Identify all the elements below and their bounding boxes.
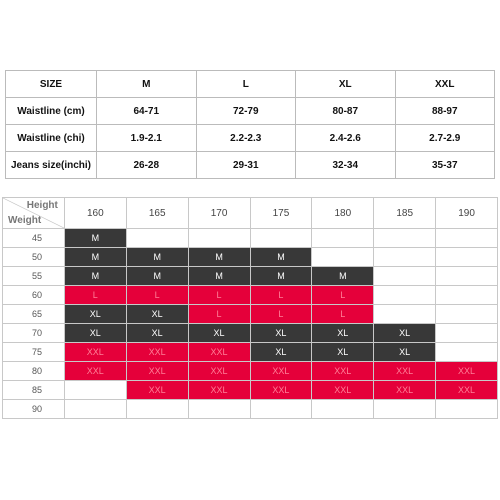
size-cell-xl: XL (374, 324, 436, 343)
empty-cell (312, 229, 374, 248)
size-header-cell: L (196, 71, 296, 98)
height-weight-chart (2, 197, 498, 419)
empty-cell (188, 400, 250, 419)
height-header-cell: 170 (188, 198, 250, 229)
size-value-cell: 35-37 (395, 152, 495, 179)
empty-cell (250, 229, 312, 248)
empty-cell (126, 400, 188, 419)
height-header-cell: 165 (126, 198, 188, 229)
size-value-cell: 88-97 (395, 98, 495, 125)
size-cell-l: L (188, 305, 250, 324)
size-cell-m: M (188, 248, 250, 267)
empty-cell (312, 400, 374, 419)
size-table-row (6, 152, 495, 179)
empty-cell (188, 229, 250, 248)
size-cell-xxl: XXL (188, 362, 250, 381)
size-value-cell: 29-31 (196, 152, 296, 179)
size-table-header-row (6, 71, 495, 98)
size-cell-l: L (312, 286, 374, 305)
empty-cell (312, 248, 374, 267)
size-cell-m: M (64, 267, 126, 286)
size-cell-l: L (250, 286, 312, 305)
size-value-cell: 2.2-2.3 (196, 125, 296, 152)
size-cell-xxl: XXL (188, 381, 250, 400)
size-cell-xxl: XXL (436, 362, 498, 381)
size-cell-xxl: XXL (374, 381, 436, 400)
weight-label-cell: 70 (3, 324, 65, 343)
size-cell-m: M (64, 248, 126, 267)
size-cell-m: M (126, 248, 188, 267)
size-cell-l: L (126, 286, 188, 305)
empty-cell (436, 248, 498, 267)
weight-label-cell: 55 (3, 267, 65, 286)
size-value-cell: 1.9-2.1 (97, 125, 197, 152)
size-value-cell: 26-28 (97, 152, 197, 179)
weight-label-cell: 80 (3, 362, 65, 381)
height-header-cell: 185 (374, 198, 436, 229)
size-cell-m: M (250, 248, 312, 267)
size-cell-m: M (188, 267, 250, 286)
corner-cell (3, 198, 65, 229)
empty-cell (374, 229, 436, 248)
weight-label-cell: 75 (3, 343, 65, 362)
size-cell-xl: XL (126, 324, 188, 343)
weight-row (3, 400, 498, 419)
diagonal-header (3, 198, 64, 228)
size-cell-xxl: XXL (64, 343, 126, 362)
empty-cell (436, 267, 498, 286)
size-header-label: SIZE (6, 71, 97, 98)
empty-cell (64, 381, 126, 400)
size-cell-l: L (312, 305, 374, 324)
size-header-cell: M (97, 71, 197, 98)
weight-row (3, 229, 498, 248)
size-value-cell: 2.4-2.6 (296, 125, 396, 152)
weight-label-cell: 90 (3, 400, 65, 419)
weight-row (3, 362, 498, 381)
empty-cell (374, 248, 436, 267)
size-row-label: Waistline (chi) (6, 125, 97, 152)
weight-axis-label: Weight (8, 215, 42, 226)
size-cell-xxl: XXL (312, 362, 374, 381)
size-cell-l: L (188, 286, 250, 305)
weight-row (3, 324, 498, 343)
empty-cell (64, 400, 126, 419)
empty-cell (436, 400, 498, 419)
size-row-label: Jeans size(inchi) (6, 152, 97, 179)
size-cell-xl: XL (126, 305, 188, 324)
size-value-cell: 64-71 (97, 98, 197, 125)
size-cell-m: M (250, 267, 312, 286)
weight-row (3, 343, 498, 362)
size-cell-xxl: XXL (374, 362, 436, 381)
size-cell-xl: XL (64, 305, 126, 324)
size-cell-l: L (64, 286, 126, 305)
size-row-label: Waistline (cm) (6, 98, 97, 125)
empty-cell (436, 286, 498, 305)
empty-cell (374, 286, 436, 305)
size-table-row (6, 125, 495, 152)
size-value-cell: 72-79 (196, 98, 296, 125)
height-header-cell: 175 (250, 198, 312, 229)
weight-row (3, 267, 498, 286)
size-cell-xxl: XXL (126, 343, 188, 362)
size-cell-xxl: XXL (250, 362, 312, 381)
height-header-row (3, 198, 498, 229)
size-cell-xxl: XXL (312, 381, 374, 400)
empty-cell (436, 229, 498, 248)
empty-cell (436, 324, 498, 343)
empty-cell (436, 305, 498, 324)
size-cell-xl: XL (250, 343, 312, 362)
size-cell-xl: XL (312, 343, 374, 362)
weight-label-cell: 65 (3, 305, 65, 324)
size-cell-xl: XL (374, 343, 436, 362)
empty-cell (126, 229, 188, 248)
size-cell-xxl: XXL (250, 381, 312, 400)
size-cell-m: M (312, 267, 374, 286)
size-header-cell: XL (296, 71, 396, 98)
height-header-cell: 190 (436, 198, 498, 229)
weight-label-cell: 85 (3, 381, 65, 400)
size-value-cell: 80-87 (296, 98, 396, 125)
size-cell-xxl: XXL (64, 362, 126, 381)
empty-cell (374, 305, 436, 324)
size-header-cell: XXL (395, 71, 495, 98)
weight-row (3, 381, 498, 400)
empty-cell (374, 400, 436, 419)
weight-row (3, 305, 498, 324)
size-value-cell: 2.7-2.9 (395, 125, 495, 152)
weight-label-cell: 45 (3, 229, 65, 248)
size-cell-xl: XL (188, 324, 250, 343)
size-cell-xl: XL (312, 324, 374, 343)
weight-label-cell: 50 (3, 248, 65, 267)
size-cell-xxl: XXL (126, 381, 188, 400)
height-header-cell: 160 (64, 198, 126, 229)
empty-cell (374, 267, 436, 286)
size-cell-xxl: XXL (436, 381, 498, 400)
height-header-cell: 180 (312, 198, 374, 229)
size-table-row (6, 98, 495, 125)
size-cell-l: L (250, 305, 312, 324)
weight-row (3, 286, 498, 305)
size-cell-m: M (64, 229, 126, 248)
size-value-cell: 32-34 (296, 152, 396, 179)
weight-row (3, 248, 498, 267)
size-cell-xxl: XXL (188, 343, 250, 362)
empty-cell (436, 343, 498, 362)
weight-label-cell: 60 (3, 286, 65, 305)
size-cell-m: M (126, 267, 188, 286)
empty-cell (250, 400, 312, 419)
size-table (5, 70, 495, 179)
size-cell-xl: XL (64, 324, 126, 343)
size-cell-xxl: XXL (126, 362, 188, 381)
size-cell-xl: XL (250, 324, 312, 343)
height-axis-label: Height (26, 200, 58, 211)
